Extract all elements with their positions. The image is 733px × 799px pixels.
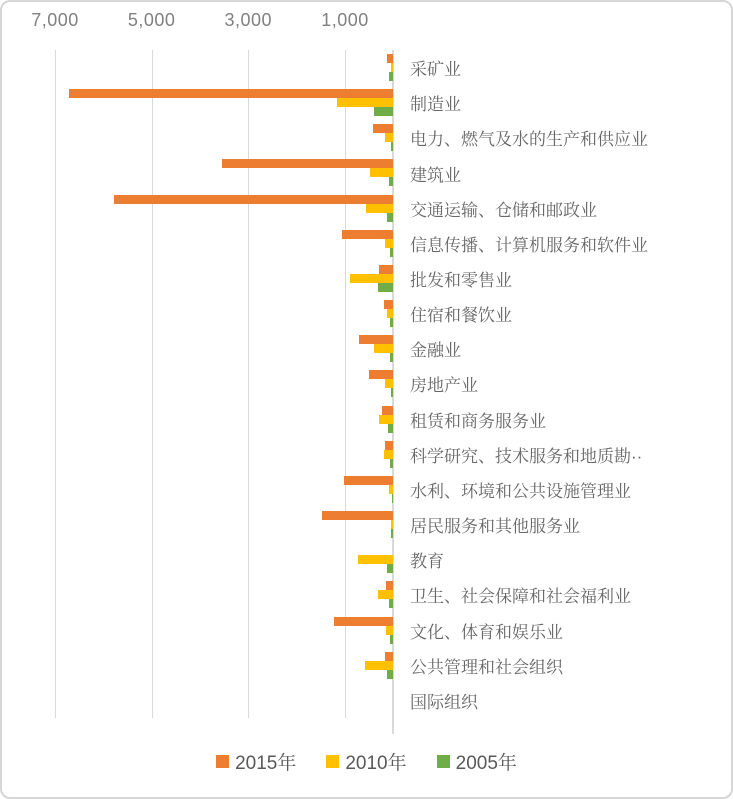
legend-label: 2005年 [455,753,517,774]
legend-item-2005年 [437,748,517,775]
category-label: 电力、燃气及水的生产和供应业 [410,130,648,150]
category-label: 住宿和餐饮业 [410,306,512,326]
category-label: 教育 [410,552,444,572]
category-label: 科学研究、技术服务和地质勘·· [410,446,643,466]
category-label: 水利、环境和公共设施管理业 [410,481,631,501]
category-axis [2,2,731,797]
category-label: 批发和零售业 [410,271,512,291]
legend-label: 2015年 [235,753,297,774]
category-label: 信息传播、计算机服务和软件业 [410,235,648,255]
legend-swatch-icon [326,755,339,768]
category-label: 公共管理和社会组织 [410,657,563,677]
category-label: 制造业 [410,95,461,115]
legend-label: 2010年 [345,753,407,774]
category-label: 国际组织 [410,692,478,712]
value-axis-tick-label: 1,000 [321,10,369,30]
category-label: 采矿业 [410,60,461,80]
legend-swatch-icon [437,755,450,768]
category-label: 文化、体育和娱乐业 [410,622,563,642]
legend [2,748,731,775]
legend-swatch-icon [216,755,229,768]
value-axis-tick-label: 3,000 [224,10,273,30]
value-axis-tick-label: 5,000 [127,10,176,30]
legend-item-2015年 [216,748,296,775]
category-label: 租赁和商务服务业 [410,411,546,431]
category-label: 金融业 [410,341,461,361]
category-label: 居民服务和其他服务业 [410,517,580,537]
legend-item-2010年 [326,748,406,775]
value-axis-tick-label: 7,000 [31,10,79,30]
category-label: 卫生、社会保障和社会福利业 [410,587,631,607]
category-label: 建筑业 [410,165,461,185]
category-label: 交通运输、仓储和邮政业 [410,200,597,220]
category-label: 房地产业 [410,376,478,396]
